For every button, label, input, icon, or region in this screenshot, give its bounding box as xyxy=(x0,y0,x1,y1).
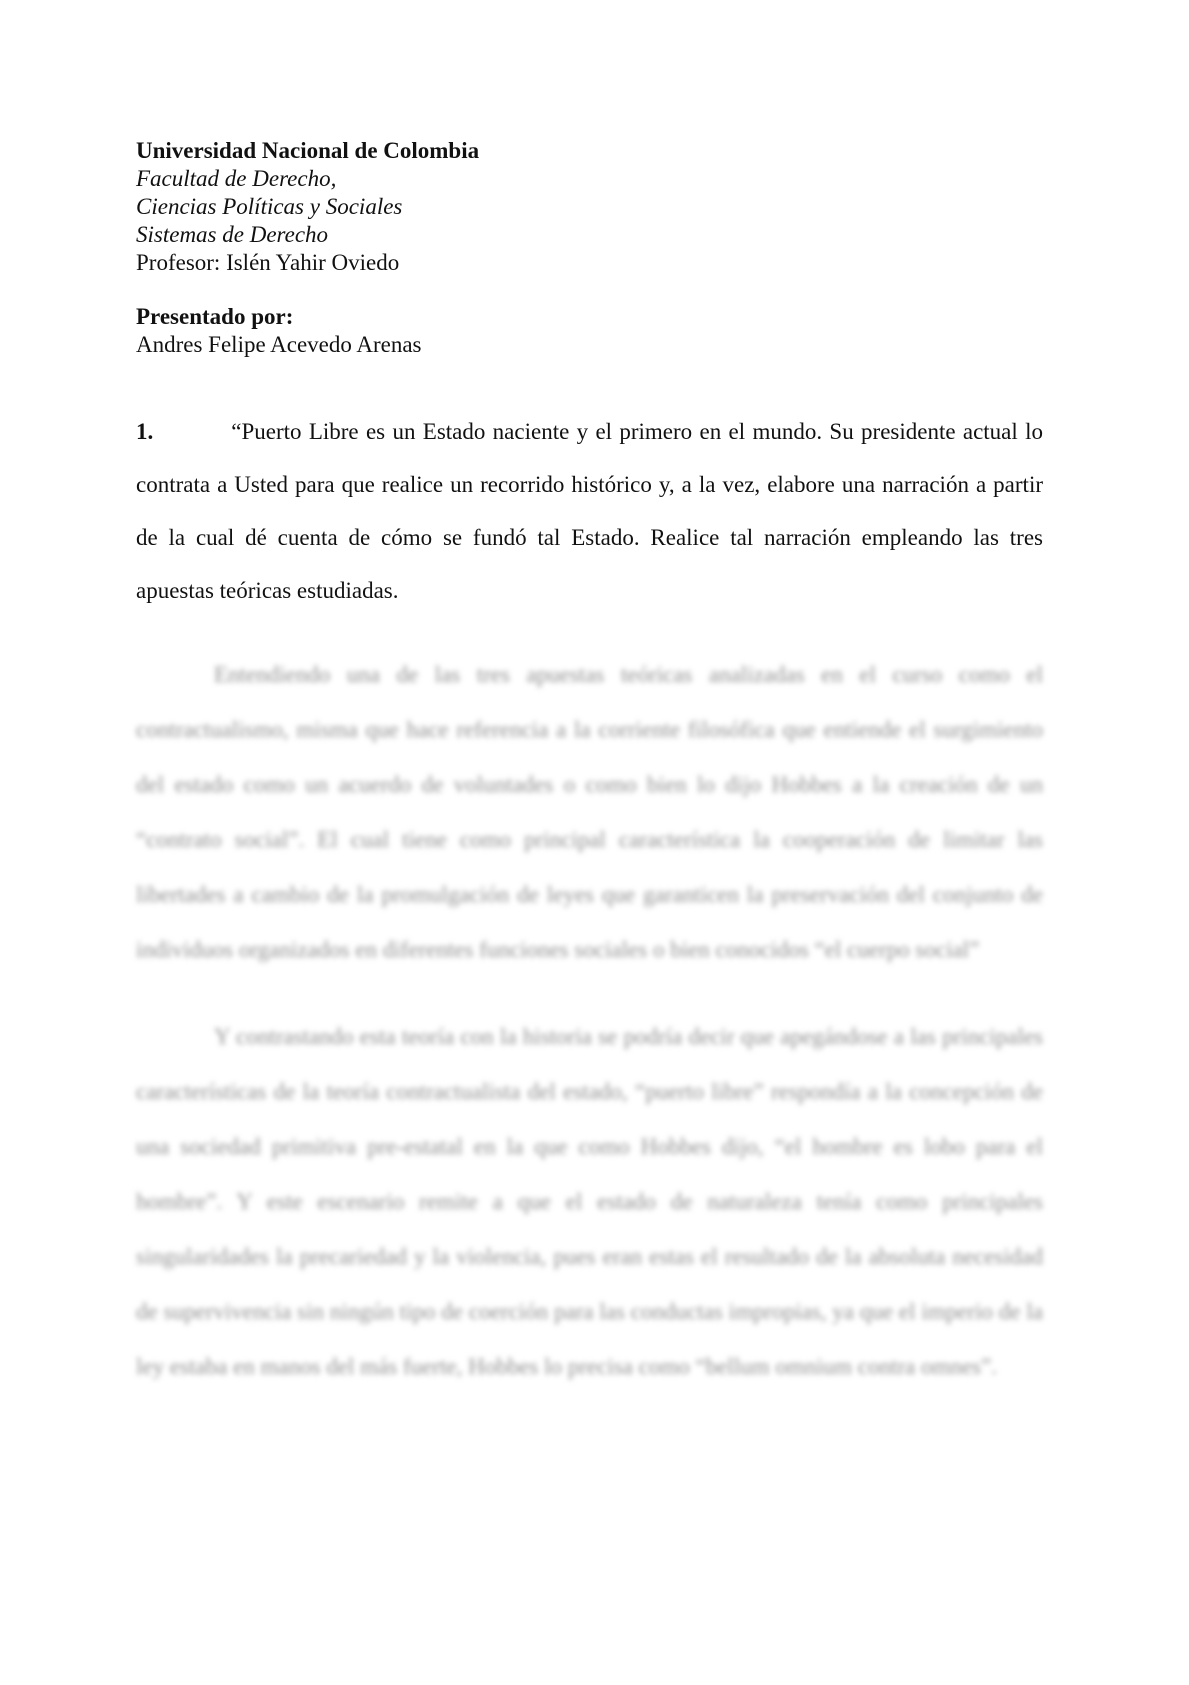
document-content xyxy=(136,137,1043,1417)
blurred-answer-paragraph: Entendiendo una de las tres apuestas teóricas analizadas en el curso como el contractualismo, misma que hace referencia a la corriente filosófica que entiende el surgimiento del estado como un acuerdo de voluntades o como bien lo dijo Hobbes a la creación de un “contrato social”. El cual tiene como principal característica la cooperación de limitar las libertades a cambio de la promulgación de leyes que garanticen la preservación del conjunto de individuos organizados en diferentes funciones sociales o bien conocidos “el cuerpo social” xyxy=(136,662,1043,962)
faculty-line: Facultad de Derecho, xyxy=(136,166,337,191)
question-number: 1. xyxy=(136,419,154,444)
author-name: Andres Felipe Acevedo Arenas xyxy=(136,332,422,357)
question-paragraph xyxy=(136,405,1043,617)
presented-by-label: Presentado por: xyxy=(136,304,294,329)
university-name: Universidad Nacional de Colombia xyxy=(136,138,480,163)
presented-by-block xyxy=(136,303,1043,359)
professor-line: Profesor: Islén Yahir Oviedo xyxy=(136,250,400,275)
document-header xyxy=(136,137,1043,277)
question-text: “Puerto Libre es un Estado naciente y el primero en el mundo. Su presidente actual lo contrata a Usted para que realice un recorrido histórico y, a la vez, elabore una narración a partir de la cual dé cuenta de cómo se fundó tal Estado. Realice tal narración empleando las tres apuestas teóricas estudiadas. xyxy=(136,419,1043,603)
faculty-line: Ciencias Políticas y Sociales xyxy=(136,194,403,219)
faculty-line: Sistemas de Derecho xyxy=(136,222,329,247)
blurred-answer-paragraph: Y contrastando esta teoría con la historia se podría decir que apegándose a las principales características de la teoría contractualista del estado, “puerto libre” respondía a la concepción de una sociedad primitiva pre-estatal en la que como Hobbes dijo, “el hombre es lobo para el hombre”. Y este escenario remite a que el estado de naturaleza tenía como principales singularidades la precariedad y la violencia, pues eran estas el resultado de la absoluta necesidad de supervivencia sin ningún tipo de coerción para las conductas impropias, ya que el imperio de la ley estaba en manos del más fuerte, Hobbes lo precisa como “bellum omnium contra omnes”. xyxy=(136,1024,1043,1379)
